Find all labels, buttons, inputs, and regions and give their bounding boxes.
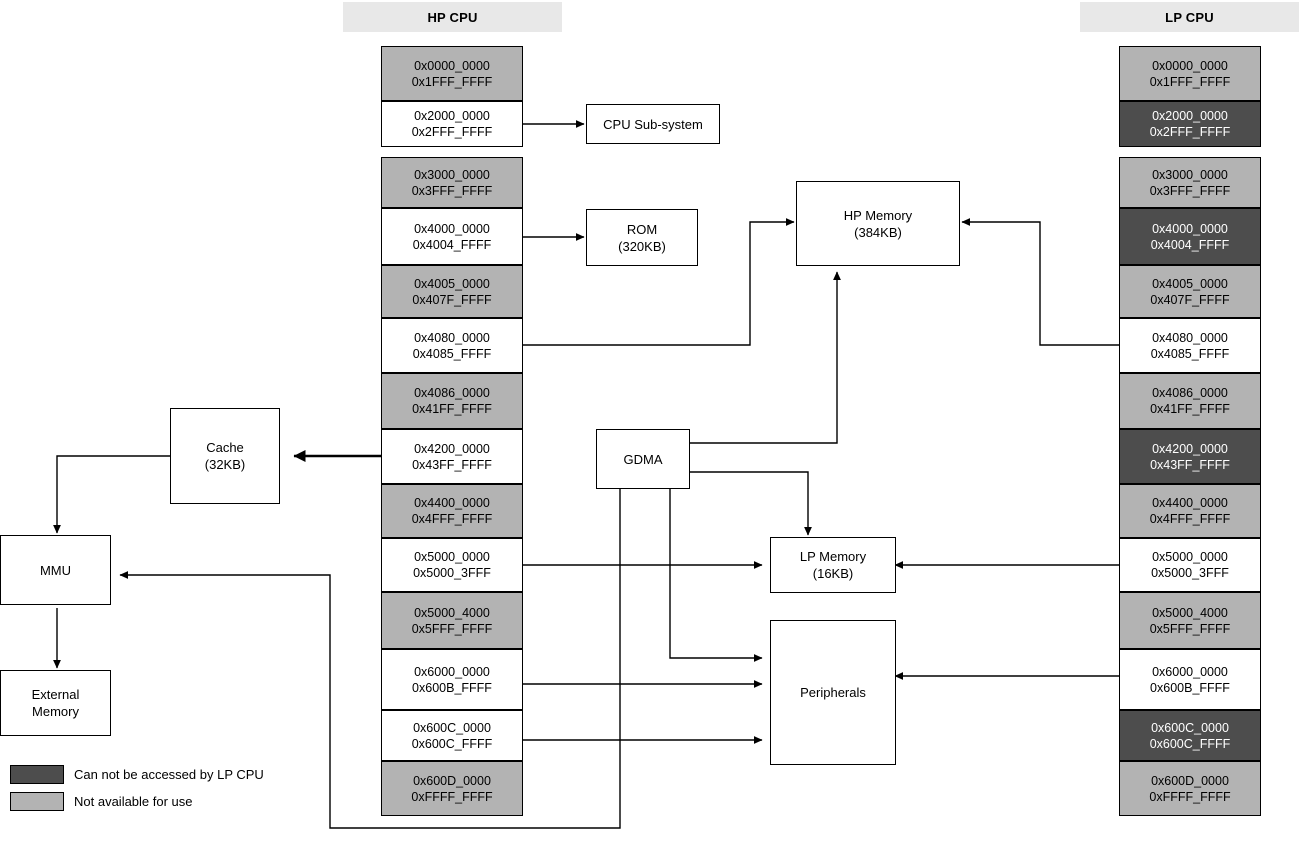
lp-row-9: [1119, 538, 1261, 592]
addr-start: 0x4000_0000: [1152, 221, 1228, 236]
addr-start: 0x5000_4000: [414, 605, 490, 620]
addr-end: 0x4004_FFFF: [1150, 237, 1230, 252]
lp-row-2: [1119, 157, 1261, 208]
addr-start: 0x3000_0000: [414, 167, 490, 182]
addr-end: 0x600B_FFFF: [412, 680, 492, 695]
addr-end: 0x41FF_FFFF: [412, 402, 492, 416]
block-label: Cache: [206, 440, 244, 455]
addr-end: 0x43FF_FFFF: [412, 457, 492, 472]
lp-row-4: [1119, 265, 1261, 318]
mmu-block: [0, 535, 111, 605]
block-sublabel: (32KB): [204, 457, 246, 472]
block-label: GDMA: [623, 451, 663, 467]
lp-row-10: [1119, 592, 1261, 649]
block-label: CPU Sub-system: [603, 116, 703, 132]
addr-start: 0x600C_0000: [413, 720, 491, 735]
addr-start: 0x5000_0000: [414, 550, 490, 564]
addr-start: 0x6000_0000: [1152, 664, 1228, 679]
addr-start: 0x4200_0000: [1152, 441, 1228, 456]
addr-end: 0x4FFF_FFFF: [1149, 512, 1231, 526]
addr-start: 0x5000_4000: [1152, 605, 1228, 620]
addr-end: 0xFFFF_FFFF: [411, 789, 493, 804]
addr-end: 0x5FFF_FFFF: [411, 621, 493, 636]
addr-start: 0x600C_0000: [1151, 720, 1229, 735]
hp-row-12: [381, 710, 523, 761]
lp-row-0: [1119, 46, 1261, 101]
legend-swatch-not-available: [10, 792, 64, 811]
addr-start: 0x4200_0000: [414, 441, 490, 456]
addr-end: 0xFFFF_FFFF: [1149, 789, 1231, 804]
rom-block: [586, 209, 698, 266]
lp-row-11: [1119, 649, 1261, 710]
addr-start: 0x600D_0000: [413, 773, 491, 788]
addr-start: 0x4086_0000: [414, 386, 490, 400]
lp-row-5: [1119, 318, 1261, 373]
addr-start: 0x3000_0000: [1152, 167, 1228, 182]
addr-end: 0x2FFF_FFFF: [1149, 125, 1231, 139]
addr-end: 0x5FFF_FFFF: [1149, 621, 1231, 636]
lp-row-7: [1119, 429, 1261, 484]
addr-start: 0x4080_0000: [1152, 330, 1228, 345]
cache-block: [170, 408, 280, 504]
hp-cpu-header: HP CPU: [343, 2, 562, 32]
hp-row-8: [381, 484, 523, 538]
addr-end: 0x1FFF_FFFF: [411, 74, 493, 89]
legend-swatch-no-access: [10, 765, 64, 784]
legend-label-not-available: Not available for use: [74, 794, 193, 809]
external-memory-block: [0, 670, 111, 736]
addr-start: 0x6000_0000: [414, 664, 490, 679]
addr-start: 0x4005_0000: [1152, 276, 1228, 291]
addr-end: 0x1FFF_FFFF: [1149, 74, 1231, 89]
cpu-subsystem-block: [586, 104, 720, 144]
lp-row-1: [1119, 101, 1261, 147]
addr-end: 0x600B_FFFF: [1150, 680, 1230, 695]
block-sublabel: (16KB): [812, 566, 854, 581]
hp-row-5: [381, 318, 523, 373]
hp-row-13: [381, 761, 523, 816]
addr-start: 0x4005_0000: [414, 276, 490, 291]
addr-end: 0x407F_FFFF: [1150, 292, 1230, 307]
hp-row-0: [381, 46, 523, 101]
block-label: LP Memory: [799, 549, 867, 564]
addr-end: 0x41FF_FFFF: [1150, 402, 1230, 416]
lp-row-6: [1119, 373, 1261, 429]
addr-start: 0x4086_0000: [1152, 386, 1228, 400]
block-label: HP Memory: [843, 207, 913, 223]
hp-row-10: [381, 592, 523, 649]
addr-end: 0x4085_FFFF: [412, 346, 492, 361]
addr-start: 0x4000_0000: [414, 221, 490, 236]
hp-row-11: [381, 649, 523, 710]
addr-start: 0x4400_0000: [414, 496, 490, 510]
hp-row-7: [381, 429, 523, 484]
lp-row-8: [1119, 484, 1261, 538]
addr-end: 0x600C_FFFF: [1149, 736, 1231, 751]
block-label: ROM: [626, 221, 658, 237]
addr-end: 0x5000_3FFF: [413, 566, 491, 580]
block-label: External: [31, 687, 80, 702]
addr-end: 0x43FF_FFFF: [1150, 457, 1230, 472]
addr-end: 0x3FFF_FFFF: [411, 183, 493, 198]
hp-row-3: [381, 208, 523, 265]
lp-row-12: [1119, 710, 1261, 761]
lp-cpu-header: LP CPU: [1080, 2, 1299, 32]
block-sublabel: (320KB): [618, 238, 666, 254]
addr-start: 0x600D_0000: [1151, 773, 1229, 788]
lp-row-3: [1119, 208, 1261, 265]
hp-row-9: [381, 538, 523, 592]
addr-end: 0x4FFF_FFFF: [411, 512, 493, 526]
addr-start: 0x2000_0000: [414, 109, 490, 123]
addr-end: 0x407F_FFFF: [412, 292, 492, 307]
addr-start: 0x2000_0000: [1152, 109, 1228, 123]
lp-row-13: [1119, 761, 1261, 816]
legend-label-no-access: Can not be accessed by LP CPU: [74, 767, 264, 782]
hp-row-4: [381, 265, 523, 318]
peripherals-block: [770, 620, 896, 765]
hp-row-1: [381, 101, 523, 147]
block-sublabel: Memory: [32, 704, 79, 719]
addr-start: 0x5000_0000: [1152, 550, 1228, 564]
addr-start: 0x0000_0000: [414, 58, 490, 73]
block-label: Peripherals: [800, 685, 866, 700]
addr-start: 0x4080_0000: [414, 330, 490, 345]
addr-end: 0x2FFF_FFFF: [411, 125, 493, 139]
gdma-block: [596, 429, 690, 489]
block-label: MMU: [39, 562, 72, 578]
addr-end: 0x4004_FFFF: [412, 237, 492, 252]
addr-end: 0x5000_3FFF: [1151, 566, 1229, 580]
hp-row-6: [381, 373, 523, 429]
block-sublabel: (384KB): [854, 224, 902, 240]
addr-start: 0x4400_0000: [1152, 496, 1228, 510]
hp-memory-block: [796, 181, 960, 266]
lp-memory-block: [770, 537, 896, 593]
hp-row-2: [381, 157, 523, 208]
addr-end: 0x600C_FFFF: [411, 736, 493, 751]
addr-start: 0x0000_0000: [1152, 58, 1228, 73]
addr-end: 0x3FFF_FFFF: [1149, 183, 1231, 198]
addr-end: 0x4085_FFFF: [1150, 346, 1230, 361]
